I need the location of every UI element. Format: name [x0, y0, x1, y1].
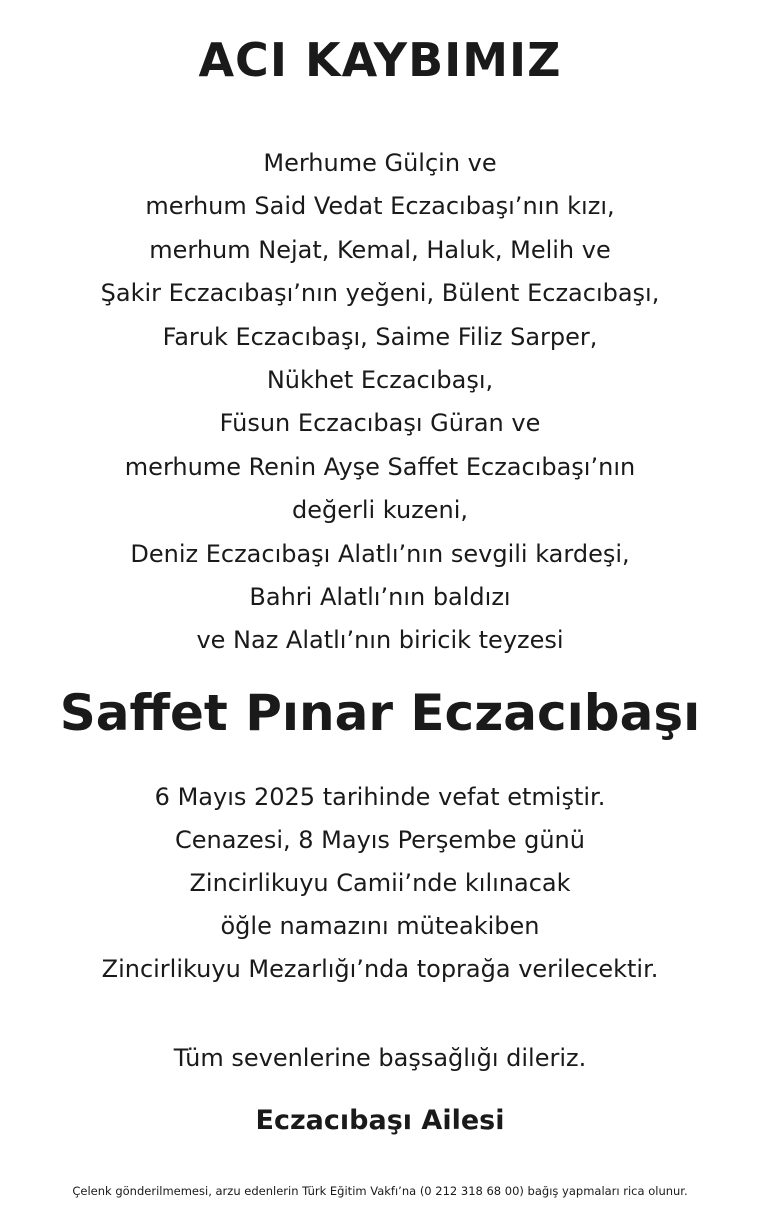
detail-line: Zincirlikuyu Mezarlığı’nda toprağa verilecektir. [101, 955, 659, 983]
family-line: Bahri Alatlı’nın baldızı [249, 583, 511, 612]
detail-line: Zincirlikuyu Camii’nde kılınacak [189, 869, 571, 897]
family-line: Faruk Eczacıbaşı, Saime Filiz Sarper, [162, 322, 598, 351]
family-line: merhum Said Vedat Eczacıbaşı’nın kızı, [145, 192, 615, 221]
family-line: ve Naz Alatlı’nın biricik teyzesi [196, 626, 564, 655]
notice-title: ACI KAYBIMIZ [198, 33, 562, 87]
donation-footnote: Çelenk gönderilmemesi, arzu edenlerin Türk Eğitim Vakfı’na (0 212 318 68 00) bağış yapmaları rica olunur. [72, 1184, 688, 1198]
condolence-message: Tüm sevenlerine başsağlığı dileriz. [173, 1044, 587, 1072]
family-line: Nükhet Eczacıbaşı, [266, 366, 494, 395]
detail-line: 6 Mayıs 2025 tarihinde vefat etmiştir. [154, 783, 606, 811]
family-line: değerli kuzeni, [291, 496, 469, 525]
funeral-details-block [0, 776, 760, 991]
family-signature: Eczacıbaşı Ailesi [255, 1105, 505, 1136]
detail-line: öğle namazını müteakiben [220, 912, 540, 940]
family-line: merhum Nejat, Kemal, Haluk, Melih ve [149, 235, 611, 264]
family-line: Şakir Eczacıbaşı’nın yeğeni, Bülent Eczacıbaşı, [100, 279, 660, 308]
family-line: Füsun Eczacıbaşı Güran ve [219, 409, 541, 438]
family-relations-block [0, 142, 760, 663]
family-line: Deniz Eczacıbaşı Alatlı’nın sevgili kardeşi, [130, 539, 630, 568]
family-line: Merhume Gülçin ve [263, 149, 497, 177]
family-line: merhume Renin Ayşe Saffet Eczacıbaşı’nın [124, 452, 636, 481]
detail-line: Cenazesi, 8 Mayıs Perşembe günü [175, 826, 585, 854]
deceased-name: Saffet Pınar Eczacıbaşı [59, 684, 701, 742]
